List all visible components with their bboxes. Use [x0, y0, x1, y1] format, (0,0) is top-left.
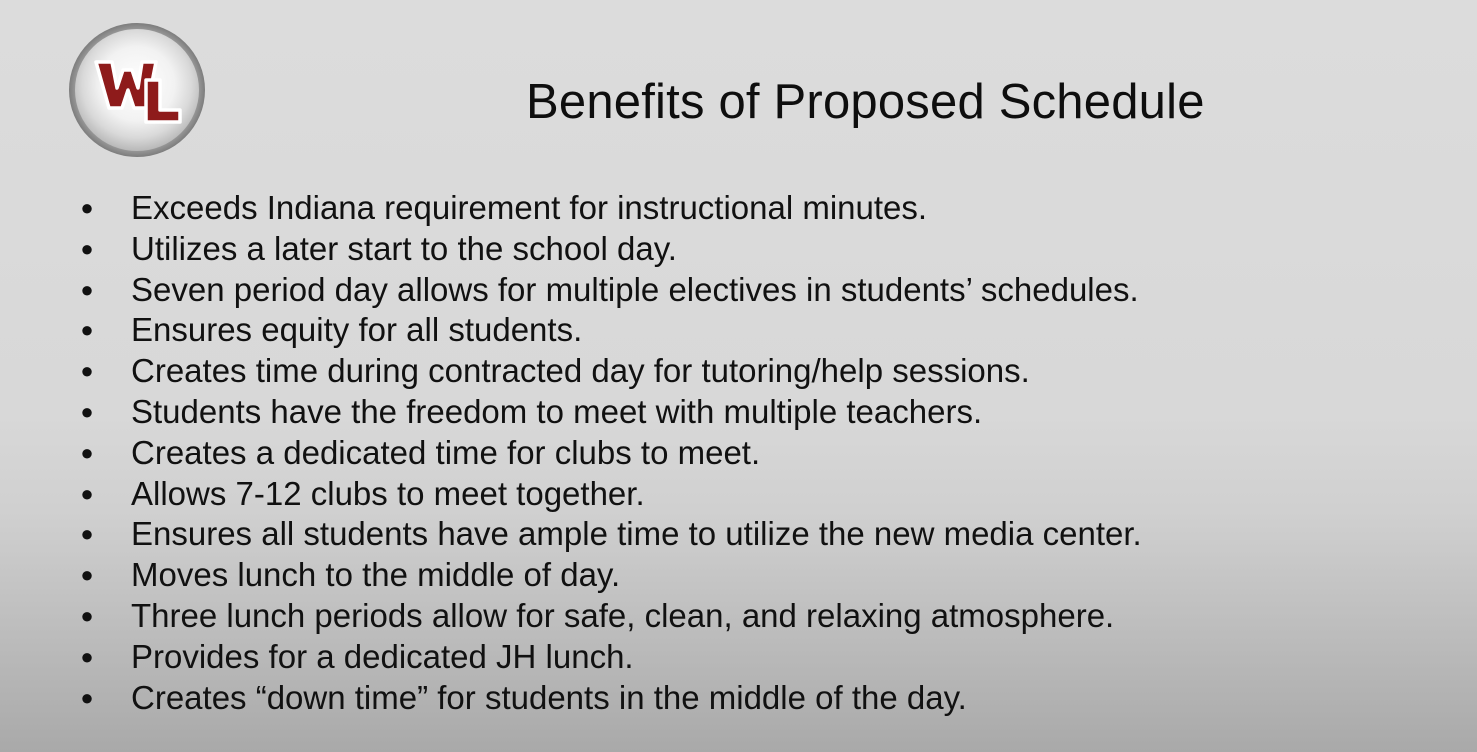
- bullet-dot-icon: ●: [80, 643, 94, 669]
- bullet-dot-icon: ●: [80, 562, 94, 588]
- bullet-dot-icon: ●: [80, 317, 94, 343]
- bullet-text: Ensures all students have ample time to utilize the new media center.: [131, 515, 1142, 553]
- bullet-text: Creates “down time” for students in the middle of the day.: [131, 678, 967, 716]
- bullet-text: Ensures equity for all students.: [131, 311, 583, 349]
- bullet-dot-icon: ●: [80, 276, 94, 302]
- bullet-text: Creates time during contracted day for tutoring/help sessions.: [131, 352, 1030, 390]
- bullet-dot-icon: ●: [80, 358, 94, 384]
- bullet-text: Seven period day allows for multiple electives in students’ schedules.: [131, 270, 1139, 308]
- bullet-dot-icon: ●: [80, 521, 94, 547]
- bullet-text: Provides for a dedicated JH lunch.: [131, 637, 634, 675]
- bullet-dot-icon: ●: [80, 235, 94, 261]
- bullet-dot-icon: ●: [80, 439, 94, 465]
- bullet-dot-icon: ●: [80, 480, 94, 506]
- bullet-text: Exceeds Indiana requirement for instructional minutes.: [131, 189, 928, 226]
- bullet-text: Moves lunch to the middle of day.: [131, 556, 621, 594]
- bullet-text: Creates a dedicated time for clubs to meet.: [131, 433, 761, 471]
- bullet-text: Three lunch periods allow for safe, clean, and relaxing atmosphere.: [131, 596, 1115, 634]
- bullet-text: Utilizes a later start to the school day.: [131, 229, 677, 267]
- bullet-dot-icon: ●: [80, 602, 94, 628]
- bullet-text: Students have the freedom to meet with multiple teachers.: [131, 392, 983, 430]
- school-logo-wl-icon: [68, 22, 206, 158]
- slide-title: Benefits of Proposed Schedule: [526, 75, 1205, 129]
- bullet-dot-icon: ●: [80, 195, 94, 220]
- bullet-dot-icon: ●: [80, 684, 94, 710]
- bullet-text: Allows 7-12 clubs to meet together.: [131, 474, 645, 512]
- bullet-dot-icon: ●: [80, 398, 94, 424]
